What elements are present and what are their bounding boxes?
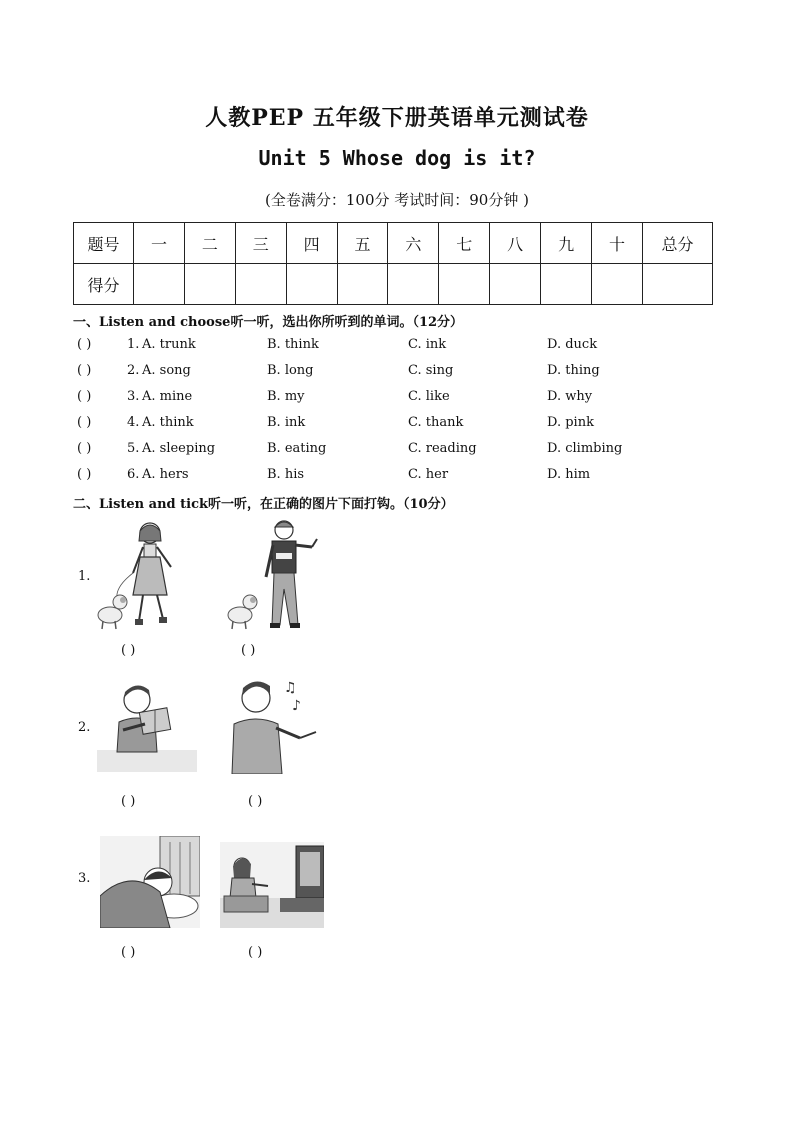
table-cell: 六 — [388, 223, 439, 264]
option-d: D. why — [547, 389, 593, 404]
page-title: 人教PEP 五年级下册英语单元测试卷 — [205, 105, 589, 131]
table-cell: 一 — [134, 223, 185, 264]
option-c: C. like — [408, 389, 450, 404]
svg-text:♪: ♪ — [292, 698, 301, 714]
tick-blank[interactable]: ( ) — [248, 794, 263, 809]
answer-blank[interactable]: ( ) — [77, 389, 92, 404]
girl-walking-dog-image — [95, 517, 190, 632]
table-cell: 八 — [490, 223, 541, 264]
score-entry-cell[interactable] — [439, 264, 490, 305]
score-entry-cell[interactable] — [184, 264, 235, 305]
score-entry-cell[interactable] — [643, 264, 713, 305]
table-cell: 题号 — [74, 223, 134, 264]
table-cell: 二 — [184, 223, 235, 264]
option-b: B. his — [267, 467, 305, 482]
option-c: C. thank — [408, 415, 464, 430]
exam-info: (全卷满分：100分 考试时间：90分钟 ) — [265, 191, 529, 209]
score-entry-cell[interactable] — [235, 264, 286, 305]
option-a: A. hers — [142, 467, 189, 482]
section1-heading: 一、Listen and choose听一听，选出你所听到的单词。（12分） — [73, 315, 464, 330]
answer-blank[interactable]: ( ) — [77, 467, 92, 482]
question-number: 1. — [127, 337, 140, 352]
option-b: B. ink — [267, 415, 306, 430]
unit-subtitle: Unit 5 Whose dog is it? — [258, 146, 536, 170]
score-entry-cell[interactable] — [286, 264, 337, 305]
score-entry-cell[interactable] — [388, 264, 439, 305]
tick-blank[interactable]: ( ) — [241, 643, 256, 658]
option-b: B. eating — [267, 441, 327, 456]
option-d: D. thing — [547, 363, 600, 378]
question-number: 2. — [78, 720, 91, 735]
score-entry-cell[interactable] — [337, 264, 388, 305]
option-d: D. duck — [547, 337, 598, 352]
option-b: B. think — [267, 337, 319, 352]
table-cell: 总分 — [643, 223, 713, 264]
score-entry-cell[interactable] — [541, 264, 592, 305]
score-entry-cell[interactable] — [592, 264, 643, 305]
tick-blank[interactable]: ( ) — [121, 794, 136, 809]
score-entry-cell[interactable] — [490, 264, 541, 305]
answer-blank[interactable]: ( ) — [77, 363, 92, 378]
score-table-score-row — [74, 264, 713, 305]
question-number: 4. — [127, 415, 140, 430]
table-cell: 三 — [235, 223, 286, 264]
option-d: D. climbing — [547, 441, 623, 456]
option-a: A. sleeping — [142, 441, 216, 456]
tick-blank[interactable]: ( ) — [121, 945, 136, 960]
option-c: C. her — [408, 467, 449, 482]
option-a: A. think — [142, 415, 194, 430]
option-c: C. reading — [408, 441, 477, 456]
score-entry-cell[interactable] — [134, 264, 185, 305]
score-table — [73, 222, 713, 305]
score-table-header-row — [74, 223, 713, 264]
option-c: C. ink — [408, 337, 447, 352]
man-walking-dog-image — [220, 517, 325, 632]
option-b: B. my — [267, 389, 305, 404]
tick-blank[interactable]: ( ) — [121, 643, 136, 658]
question-number: 3. — [127, 389, 140, 404]
question-number: 1. — [78, 569, 91, 584]
table-cell: 四 — [286, 223, 337, 264]
option-a: A. song — [142, 363, 191, 378]
answer-blank[interactable]: ( ) — [77, 441, 92, 456]
option-b: B. long — [267, 363, 314, 378]
option-c: C. sing — [408, 363, 454, 378]
boy-reading-image — [97, 680, 197, 772]
option-a: A. mine — [142, 389, 193, 404]
svg-text:♫: ♫ — [284, 680, 297, 696]
option-d: D. pink — [547, 415, 594, 430]
girl-watching-tv-image — [220, 842, 324, 928]
question-number: 5. — [127, 441, 140, 456]
child-sleeping-image — [100, 836, 200, 928]
question-number: 3. — [78, 871, 91, 886]
option-a: A. trunk — [142, 337, 196, 352]
question-number: 6. — [127, 467, 140, 482]
option-d: D. him — [547, 467, 591, 482]
tick-blank[interactable]: ( ) — [248, 945, 263, 960]
table-cell: 得分 — [74, 264, 134, 305]
section2-heading: 二、Listen and tick听一听，在正确的图片下面打钩。（10分） — [73, 497, 454, 512]
table-cell: 五 — [337, 223, 388, 264]
answer-blank[interactable]: ( ) — [77, 337, 92, 352]
table-cell: 九 — [541, 223, 592, 264]
table-cell: 七 — [439, 223, 490, 264]
boy-singing-image — [222, 676, 322, 774]
answer-blank[interactable]: ( ) — [77, 415, 92, 430]
table-cell: 十 — [592, 223, 643, 264]
question-number: 2. — [127, 363, 140, 378]
